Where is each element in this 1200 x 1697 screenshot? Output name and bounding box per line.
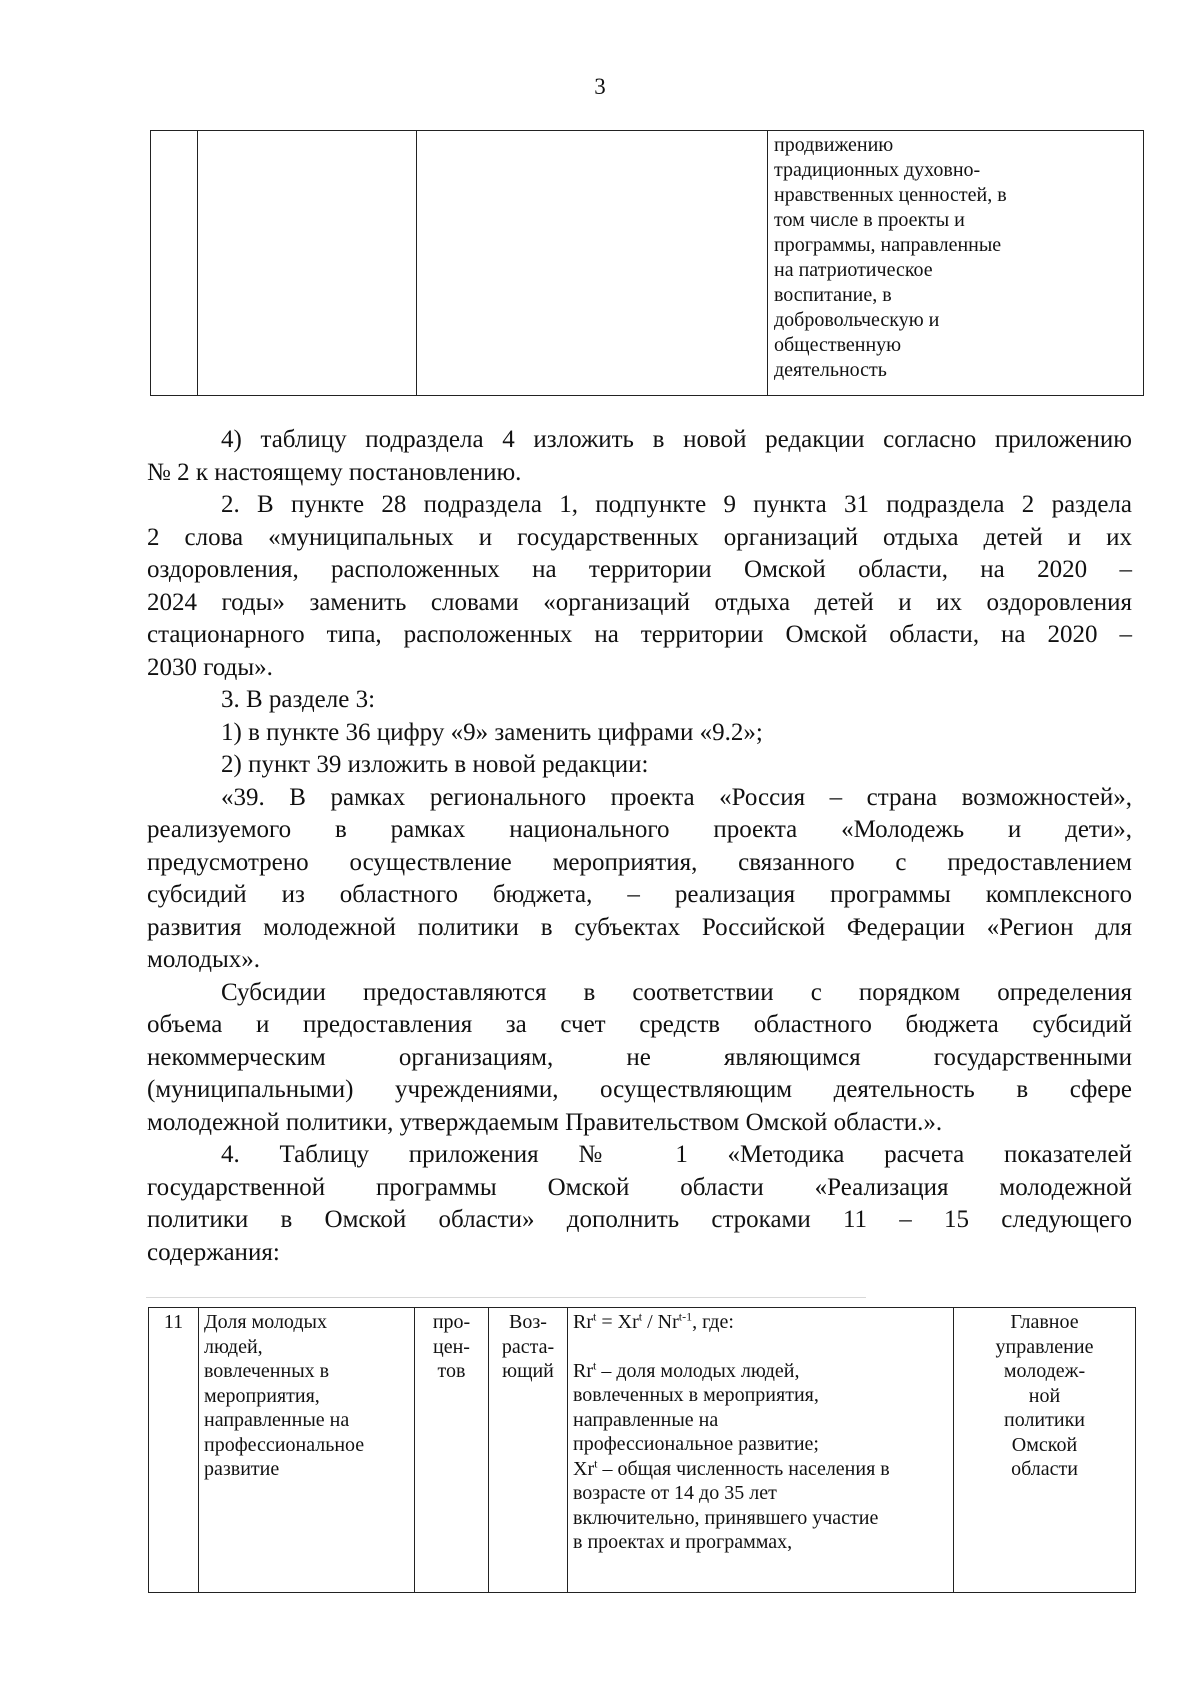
paragraph-line: оздоровления, расположенных на территории Омской области, на 2020 – (147, 556, 1132, 583)
text-line: профессиональное (204, 1433, 365, 1456)
text-line: том числе в проекты и (774, 209, 965, 231)
text-line: про- (432, 1311, 471, 1333)
text-line: Rr$^t$ – доля молодых людей, (573, 1357, 800, 1382)
paragraph-line: 3. В разделе 3: (221, 686, 376, 713)
text-line: области (1011, 1458, 1078, 1480)
text-line: на патриотическое (774, 259, 933, 281)
text-line: людей, (204, 1335, 263, 1358)
formula-definition (573, 1457, 948, 1555)
text-line: мероприятия, (204, 1384, 320, 1407)
text-line: общественную (774, 334, 902, 356)
text-line: Омской (1011, 1433, 1078, 1456)
row-number: 11 (149, 1308, 199, 1593)
text-line: политики (1004, 1409, 1085, 1431)
text-line: программы, направленные (774, 234, 1002, 256)
paragraph (147, 489, 1132, 684)
paragraph-line: (муниципальными) учреждениями, осуществляющим деятельность в сфере (147, 1076, 1132, 1103)
text-line: развитие (204, 1458, 280, 1480)
paragraph (147, 782, 1132, 977)
paragraph-line: содержания: (147, 1238, 280, 1266)
paragraph (147, 1139, 1132, 1269)
paragraph (147, 684, 1132, 717)
text-line: Главное (1010, 1311, 1079, 1333)
methodology-table (148, 1307, 1136, 1593)
paragraph-line: объема и предоставления за счет средств областного бюджета субсидий (147, 1011, 1132, 1038)
text-line: в проектах и программах, (573, 1531, 793, 1553)
text-line: вовлеченных в мероприятия, (573, 1384, 819, 1406)
paragraph (147, 749, 1132, 782)
formula-cell (568, 1308, 954, 1593)
table-row (149, 1308, 1136, 1593)
paragraph-line: некоммерческим организациям, не являющимся государственными (147, 1043, 1132, 1071)
text-line: направленные на (573, 1408, 719, 1431)
text-line: возрасте от 14 до 35 лет (573, 1482, 777, 1504)
document-body (147, 424, 1132, 1269)
formula-main: $Rr^t = Xr^t / Nr^{t-1}$, где: (573, 1309, 734, 1333)
text-line: ной (1028, 1384, 1061, 1407)
divider (146, 1297, 866, 1298)
paragraph-line: 2) пункт 39 изложить в новой редакции: (221, 751, 649, 778)
paragraph-line: субсидий из областного бюджета, – реализация программы комплексного (147, 881, 1132, 908)
paragraph-line: 2030 годы». (147, 653, 273, 681)
paragraph (147, 424, 1132, 489)
paragraph-line: 1) в пункте 36 цифру «9» заменить цифрами «9.2»; (221, 718, 763, 746)
formula-definition (573, 1359, 948, 1457)
text-line: направленные на (204, 1409, 350, 1431)
paragraph-line: реализуемого в рамках национального проекта «Молодежь и дети», (147, 816, 1132, 843)
paragraph-line: предусмотрено осуществление мероприятия, связанного с предоставлением (147, 848, 1132, 876)
paragraph-line: «39. В рамках регионального проекта «Россия – страна возможностей», (221, 783, 1132, 811)
text-line: Xr$^t$ – общая численность населения в (573, 1455, 890, 1480)
paragraph (147, 717, 1132, 750)
table-cell (198, 131, 417, 396)
text-line: управление (995, 1335, 1094, 1358)
text-line: Воз- (509, 1311, 547, 1333)
text-line: профессиональное развитие; (573, 1433, 819, 1455)
text-line: включительно, принявшего участие (573, 1506, 879, 1529)
paragraph-line: стационарного типа, расположенных на территории Омской области, на 2020 – (147, 621, 1132, 648)
paragraph (147, 977, 1132, 1140)
paragraph-line: молодежной политики, утверждаемым Правительством Омской области.». (147, 1108, 943, 1136)
text-line: Доля молодых (204, 1311, 327, 1333)
text-line: традиционных духовно- (774, 159, 981, 181)
text-line: воспитание, в (774, 284, 892, 306)
text-line: раста- (501, 1335, 555, 1358)
paragraph-line: государственной программы Омской области «Реализация молодежной (147, 1173, 1132, 1201)
paragraph-line: 2 слова «муниципальных и государственных организаций отдыха детей и их (147, 523, 1132, 551)
paragraph-line: 2. В пункте 28 подраздела 1, подпункте 9 пункта 31 подраздела 2 раздела (221, 491, 1132, 518)
paragraph-line: молодых». (147, 946, 261, 973)
paragraph-line: 4) таблицу подраздела 4 изложить в новой редакции согласно приложению (221, 426, 1132, 453)
continued-cell-text (768, 131, 1143, 383)
table-cell (417, 131, 768, 396)
text-line: нравственных ценностей, в (774, 184, 1007, 206)
text-line: тов (437, 1360, 466, 1382)
table-cell (768, 131, 1144, 396)
page-number: 3 (594, 74, 606, 99)
paragraph-line: 4. Таблицу приложения № 1 «Методика расчета показателей (221, 1141, 1132, 1168)
text-line: ющий (502, 1360, 554, 1382)
text-line: цен- (433, 1335, 470, 1358)
continued-table (150, 130, 1144, 396)
paragraph-line: 2024 годы» заменить словами «организаций отдыха детей и их оздоровления (147, 588, 1132, 616)
text-line: деятельность (774, 359, 887, 381)
paragraph-line: Субсидии предоставляются в соответствии с порядком определения (221, 978, 1132, 1006)
responsible-executor (954, 1308, 1136, 1593)
indicator-trend (489, 1308, 568, 1593)
paragraph-line: политики в Омской области» дополнить строками 11 – 15 следующего (147, 1206, 1132, 1233)
unit-of-measure (415, 1308, 489, 1593)
table-cell (151, 131, 198, 396)
paragraph-line: развития молодежной политики в субъектах Российской Федерации «Регион для (147, 913, 1132, 941)
text-line: вовлеченных в (204, 1360, 330, 1382)
indicator-name (199, 1308, 415, 1593)
text-line: добровольческую и (774, 309, 940, 331)
text-line: продвижению (774, 134, 894, 156)
text-line: молодеж- (1003, 1360, 1086, 1382)
paragraph-line: № 2 к настоящему постановлению. (147, 458, 522, 486)
